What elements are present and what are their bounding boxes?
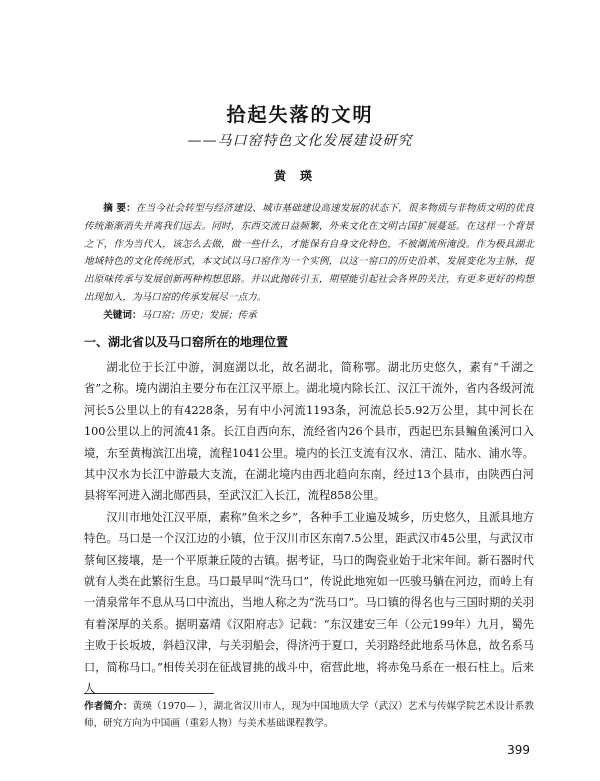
paragraph: 汉川市地处江汉平原，素称“鱼米之乡”，各种手工业遍及城乡，历史悠久，且派具地方特色。马口是一个汉江边的小镇，位于汉川市区东南7.5公里，距武汉市45公里，与武汉市蔡甸区接壤，是一个平原兼丘陵的古镇。据考证，马口的陶瓷业始于北宋年间。新石器时代就有人类在此繁衍生息。马口最早叫“洗马口”，传说此地宛如一匹骏马躺在河边，而岭上有一清泉常年不息从马口中流出，当地人称之为“洗马口”。马口镇的得名也与三国时期的关羽有着深厚的关系。据明嘉靖《汉阳府志》记载：“东汉建安三年（公元199年）九月，蜀先主败于长坂坡，斜趋汉津，与关羽船会，得济沔于夏口，关羽路经此地系马休息，故名系马口，简称马口。”相传关羽在征战冒挑的战斗中，宿营此地，将赤兔马系在一根石柱上。后来人 — [84, 510, 534, 696]
abstract-text: 在当今社会转型与经济建设、城市基础建设高速发展的状态下，很多物质与非物质文明的优良传统渐渐消失并离我们远去。同时，东西交流日益频繁，外来文化在文明古国扩展蔓延。在这样一个背景之下，作为当代人，该怎么去做，做一些什么，才能保有自身文化特色，不被潮流所淹没。作为极具湖北地域特色的文化传统形式，本文试以马口窑作为一个实例，以这一窑口的历史沿革、发展变化为主脉，提出原味传承与发展创新两种构想思路。并以此抛砖引玉，期望能引起社会各界的关注，有更多更好的构想出现加入，为马口窑的传承发展尽一点力。 — [84, 203, 534, 303]
paragraph: 湖北位于长江中游，洞庭湖以北，故名湖北，简称鄂。湖北历史悠久，素有“千湖之省”之称。境内湖泊主要分布在江汉平原上。湖北境内除长江、汉江干流外，省内各级河流河长5公里以上的有4228条，另有中小河流1193条，河流总长5.92万公里，其中河长在100公里以上的河流41条。长江自西向东，流经省内26个县市，西起巴东县鳊鱼溪河口入境，东至黄梅滨江出境，流程1041公里。境内的长江支流有汉水、清江、陆水、浦水等。其中汉水为长江中游最大支流，在湖北境内由西北趋向东南，经过13个县市，由陕西白河县将军河进入湖北郧西县，至武汉汇入长江，流程858公里。 — [84, 361, 534, 503]
keywords — [84, 308, 534, 324]
body-text — [84, 357, 534, 700]
article-subtitle: ——马口窑特色文化发展建设研究 — [187, 133, 413, 149]
page-number: 399 — [507, 743, 530, 757]
section-heading: 一、湖北省以及马口窑所在的地理位置 — [84, 335, 289, 349]
keywords-text: 马口窑；历史；发展；传承 — [141, 310, 257, 321]
abstract — [84, 200, 534, 307]
article-title: 拾起失落的文明 — [226, 104, 374, 126]
keywords-label: 关键词： — [103, 310, 142, 321]
footnote-label: 作者简介： — [84, 701, 133, 712]
footnote-divider — [84, 693, 214, 694]
abstract-label: 摘 要： — [103, 203, 136, 214]
author-footnote — [84, 698, 534, 732]
footnote-text: 黄瑛（1970— ），湖北省汉川市人，现为中国地质大学（武汉）艺术与传媒学院艺术设计系教师，研究方向为中国画（重彩人物）与美术基础课程教学。 — [84, 701, 534, 729]
article-author: 黄瑛 — [273, 169, 326, 183]
